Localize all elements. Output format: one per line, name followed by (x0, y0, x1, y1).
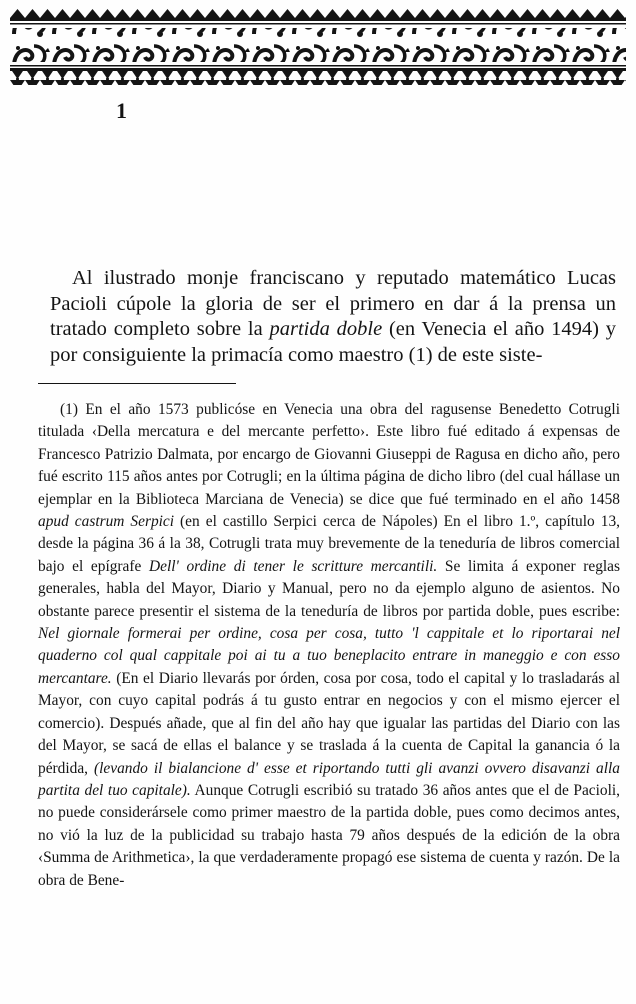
footnote-text: Aunque Cotrugli escribió su tratado 36 años antes que el de Pacioli, no puede considerársele como primer maestro de la partida doble, pues como decimos antes, no vió la luz de la publicidad su trabajo hasta 79 años después de la edición de la obra ‹Summa de Arithmetica›, la que verdaderamente propagó ese sistema de cuenta y razón. De la obra de Bene- (38, 781, 620, 889)
footnote-italic: Dell' ordine di tener le scritture mercantili. (149, 557, 438, 575)
decorative-header-band-icon (10, 8, 626, 92)
footnote-text: (En el Diario llevarás por órden, cosa por cosa, todo el capital y lo trasladarás al Mayor, con cuyo capital podrás á tu gusto entrar en negocios y con el mismo ejercer el comercio). Después añade, que al fin del año hay que igualar las partidas del Diario con las del Mayor, se sacá de ellas el balance y se traslada á la cuenta de Capital la ganancia ó la pérdida, (38, 669, 620, 777)
footnote-italic: apud castrum Serpici (38, 513, 175, 531)
main-paragraph-italic: partida doble (269, 318, 383, 340)
footnote-divider (38, 383, 236, 384)
main-paragraph-text: Al ilustrado monje franciscano y reputado matemático Lucas Pacioli cúpole la gloria de ser el primero en dar á la prensa un tratado completo sobre la (50, 267, 616, 340)
footnote-text: Se limita á exponer reglas generales, habla del Mayor, Diario y Manual, pero no da ejemplo alguno de asientos. No obstante parece presentir el sistema de la teneduría de libros por partida doble, pues escribe: (38, 557, 621, 620)
footnote-italic: (levando il bialancione d' esse et riportando tutti gli avanzi ovvero disavanzi alla partita del tuo capitale). (38, 759, 620, 799)
main-paragraph-text: (en Venecia el año 1494) y por consiguiente la primacía como maestro (1) de este siste- (50, 318, 616, 366)
main-paragraph (50, 266, 616, 368)
footnote-text: (1) En el año 1573 publicóse en Venecia una obra del ragusense Benedetto Cotrugli titulada ‹Della mercatura e del mercante perfetto›. Este libro fué editado á expensas de Francesco Patrizio Dalmata, por encargo de Giovanni Giuseppi de Ragusa en dicho año, pero fué escrito 115 años antes por Cotrugli; en la última página de dicho libro (del cual hállase un ejemplar en la Biblioteca Marciana de Venecia) se dice que fué terminado en el año 1458 (38, 401, 620, 508)
footnote (38, 399, 620, 892)
footnote-italic: Nel giornale formerai per ordine, cosa per cosa, tutto 'l cappitale et lo riportarai nel quaderno col qual cappitale poi ai tu a tuo beneplacito entrare in maneggio e con esso mercantare. (38, 625, 620, 687)
page-marker: 1 (116, 98, 127, 123)
footnote-text: (en el castillo Serpici cerca de Nápoles) En el libro 1.º, capítulo 13, desde la página 36 á la 38, Cotrugli trata muy brevemente de la teneduría de libros comercial bajo el epígrafe (38, 513, 620, 575)
